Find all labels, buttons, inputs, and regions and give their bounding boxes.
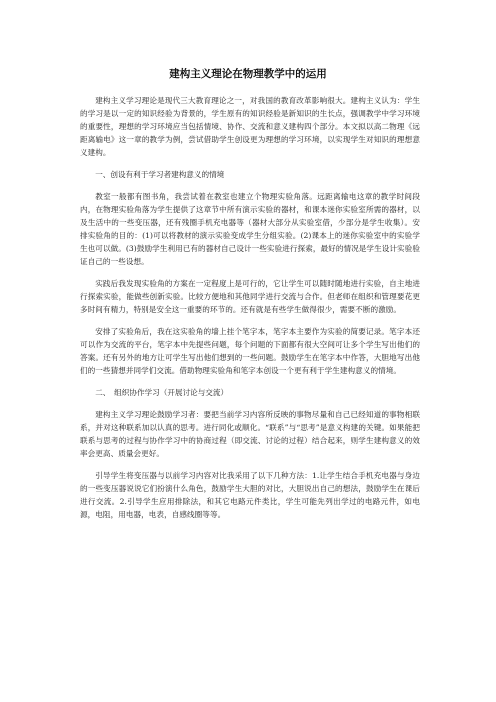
paragraph: 安排了实验角后，我在这实验角的墙上挂个笔字本，笔字本主要作为实验的简要记录。笔字本还可以作为交流的平台，笔字本中先提些问题，每个问题的下面都有很大空间可让多个学生写出他们的答案。还有另外的地方让可学生写出他们想到的一些问题。鼓励学生在笔字本中作答，大胆地写出他们的一些猜想并同学们交流。借助物理实验角和笔字本创设一个更有利于学生建构意义的情境。 <box>80 327 420 375</box>
paragraph: 实践后我发现实验角的方案在一定程度上是可行的，它让学生可以随时随地进行实验，自主地进行探索实验，能做些创新实验。比较方便地和其他同学进行交流与合作。但老师在组织和管理要花更多时间有精力，特别是安全这一重要的环节的。还有就是有些学生做得很少，需要不断的激励。 <box>80 279 420 314</box>
document-body <box>80 94 420 530</box>
paragraph: 引导学生将变压器与以前学习内容对比我采用了以下几种方法：1.让学生结合手机充电器与身边的一些变压器说说它们扮演什么角色，鼓励学生大胆的对比，大胆说出自己的想法，鼓励学生在课后进行交流。2.引导学生应用排除法，和其它电路元件类比，学生可能先列出学过的电路元件，如电源，电阻，用电器，电表，自感线圈等等。 <box>80 471 420 519</box>
paragraph: 教室一般都有图书角，我尝试着在教室也建立个物理实验角落。远距离输电这章的教学时间段内，在物理实验角落为学生提供了这章节中所有演示实验的器材，和课本迷你实验室所需的器材，以及生活中的一些变压器，还有残圈手机充电器等（器材大部分从实验室借，少部分是学生收集）。安排实验角的目的：(1)可以将教材的演示实验变成学生分组实验。(2)课本上的迷你实验室中的实验学生也可以做。(3)鼓励学生利用已有的器材自己设计一些实验进行探索，最好的情况是学生设计实验验证自己的一些设想。 <box>80 192 420 266</box>
paragraph-intro: 建构主义学习理论是现代三大教育理论之一，对我国的教育改革影响很大。建构主义认为：学生的学习是以一定的知识经验为背景的，学生原有的知识经验是新知识的生长点，强调教学中学习环境的重要性，理想的学习环境应当包括情境、协作、交流和意义建构四个部分。本文拟以高二物理《远距离输电》这一章的教学为例，尝试借助学生创设更为理想的学习环境，以实现学生对知识的理想意义建构。 <box>80 96 420 157</box>
page-title: 建构主义理论在物理教学中的运用 <box>169 68 327 80</box>
section-heading-2: 二、 组织协作学习（开展讨论与交流） <box>95 388 229 397</box>
paragraph: 建构主义学习理论鼓励学习者：要把当前学习内容所反映的事物尽量和自己已经知道的事物相联系，并对这种联系加以认真的思考。进行同化或顺化。“联系”与“思考”是意义构建的关键。如果能把联系与思考的过程与协作学习中的协商过程（即交流、讨论的过程）结合起来，则学生建构意义的效率会更高、质量会更好。 <box>80 410 420 458</box>
section-heading-1: 一、创设有利于学习者建构意义的情境 <box>95 170 225 179</box>
